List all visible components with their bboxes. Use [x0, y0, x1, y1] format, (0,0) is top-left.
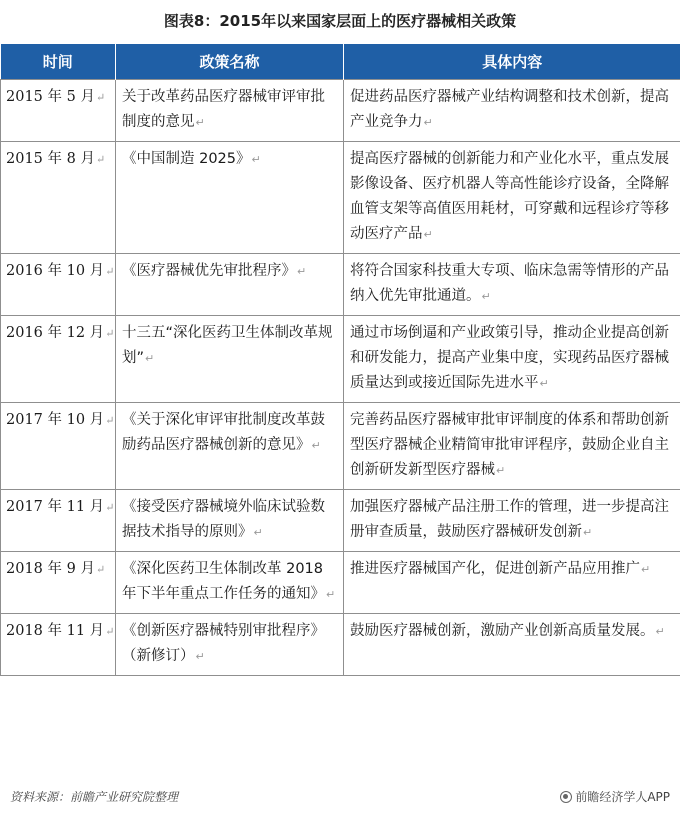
- header-policy-name: 政策名称: [116, 44, 344, 80]
- table-row: [1, 316, 680, 403]
- policy-table-container: [0, 44, 680, 676]
- header-time: 时间: [1, 44, 116, 80]
- table-row: [1, 490, 680, 552]
- table-row: [1, 614, 680, 676]
- paragraph-mark-icon: ↵: [251, 153, 261, 166]
- paragraph-mark-icon: ↵: [195, 650, 205, 663]
- source-note: 资料来源：前瞻产业研究院整理: [10, 790, 179, 804]
- content-text: 促进药品医疗器械产业结构调整和技术创新，提高产业竞争力: [350, 89, 669, 130]
- policy-name-text: 十三五“深化医药卫生体制改革规划”: [122, 325, 333, 366]
- row-date: [1, 254, 116, 316]
- date-text: 2018 年 11 月: [6, 623, 105, 639]
- paragraph-mark-icon: ↵: [105, 501, 115, 514]
- policy-name-text: 《接受医疗器械境外临床试验数据技术指导的原则》: [122, 499, 325, 540]
- row-content: [344, 490, 680, 552]
- row-policy-name: [116, 142, 344, 254]
- content-text: 加强医疗器械产品注册工作的管理，进一步提高注册审查质量，鼓励医疗器械研发创新: [350, 499, 669, 540]
- row-policy-name: [116, 403, 344, 490]
- row-content: [344, 142, 680, 254]
- row-policy-name: [116, 254, 344, 316]
- date-text: 2017 年 11 月: [6, 499, 105, 515]
- table-row: [1, 80, 680, 142]
- paragraph-mark-icon: ↵: [297, 265, 307, 278]
- paragraph-mark-icon: ↵: [481, 290, 491, 303]
- policy-name-text: 关于改革药品医疗器械审评审批制度的意见: [122, 89, 325, 130]
- content-text: 将符合国家科技重大专项、临床急需等情形的产品纳入优先审批通道。: [350, 263, 669, 304]
- header-content: 具体内容: [344, 44, 680, 80]
- row-policy-name: [116, 316, 344, 403]
- policy-table: [0, 44, 680, 676]
- date-text: 2018 年 9 月: [6, 561, 95, 577]
- paragraph-mark-icon: ↵: [641, 563, 651, 576]
- row-date: [1, 403, 116, 490]
- row-date: [1, 142, 116, 254]
- row-policy-name: [116, 614, 344, 676]
- row-date: [1, 80, 116, 142]
- paragraph-mark-icon: ↵: [145, 352, 155, 365]
- paragraph-mark-icon: ↵: [311, 439, 321, 452]
- content-text: 鼓励医疗器械创新，激励产业创新高质量发展。: [350, 623, 655, 639]
- date-text: 2015 年 5 月: [6, 89, 95, 105]
- row-date: [1, 614, 116, 676]
- date-text: 2017 年 10 月: [6, 412, 105, 428]
- paragraph-mark-icon: ↵: [655, 625, 665, 638]
- row-content: [344, 316, 680, 403]
- paragraph-mark-icon: ↵: [95, 91, 106, 104]
- paragraph-mark-icon: ↵: [105, 265, 115, 278]
- date-text: 2016 年 10 月: [6, 263, 105, 279]
- paragraph-mark-icon: ↵: [195, 116, 205, 129]
- footer: [0, 785, 680, 807]
- row-policy-name: [116, 490, 344, 552]
- paragraph-mark-icon: ↵: [253, 526, 263, 539]
- brand-credit: [560, 788, 670, 805]
- table-title: 图表8：2015年以来国家层面上的医疗器械相关政策: [163, 12, 517, 30]
- table-row: [1, 552, 680, 614]
- paragraph-mark-icon: ↵: [423, 228, 433, 241]
- policy-name-text: 《深化医药卫生体制改革 2018 年下半年重点工作任务的通知》: [122, 561, 325, 602]
- paragraph-mark-icon: ↵: [583, 526, 593, 539]
- policy-name-text: 《创新医疗器械特别审批程序》（新修订）: [122, 623, 325, 664]
- policy-name-text: 《关于深化审评审批制度改革鼓励药品医疗器械创新的意见》: [122, 412, 325, 453]
- table-header-row: [1, 44, 680, 80]
- row-policy-name: [116, 80, 344, 142]
- paragraph-mark-icon: ↵: [95, 563, 106, 576]
- content-text: 通过市场倒逼和产业政策引导，推动企业提高创新和研发能力，提高产业集中度，实现药品医疗器械质量达到或接近国际先进水平: [350, 325, 669, 391]
- paragraph-mark-icon: ↵: [539, 377, 549, 390]
- content-text: 推进医疗器械国产化，促进创新产品应用推广: [350, 561, 640, 577]
- row-date: [1, 490, 116, 552]
- qianzhan-logo-icon: [560, 791, 572, 803]
- paragraph-mark-icon: ↵: [95, 153, 106, 166]
- paragraph-mark-icon: ↵: [326, 588, 336, 601]
- paragraph-mark-icon: ↵: [496, 464, 506, 477]
- row-date: [1, 552, 116, 614]
- row-content: [344, 403, 680, 490]
- date-text: 2016 年 12 月: [6, 325, 105, 341]
- row-policy-name: [116, 552, 344, 614]
- table-row: [1, 403, 680, 490]
- policy-name-text: 《医疗器械优先审批程序》: [122, 263, 296, 279]
- paragraph-mark-icon: ↵: [105, 327, 115, 340]
- date-text: 2015 年 8 月: [6, 151, 95, 167]
- row-content: [344, 80, 680, 142]
- policy-name-text: 《中国制造 2025》: [122, 151, 251, 167]
- row-content: [344, 614, 680, 676]
- content-text: 完善药品医疗器械审批审评制度的体系和帮助创新型医疗器械企业精简审批审评程序，鼓励企业自主创新研发新型医疗器械: [350, 412, 669, 478]
- brand-text: 前瞻经济学人APP: [575, 790, 670, 804]
- paragraph-mark-icon: ↵: [423, 116, 433, 129]
- table-row: [1, 142, 680, 254]
- table-row: [1, 254, 680, 316]
- row-content: [344, 254, 680, 316]
- paragraph-mark-icon: ↵: [105, 625, 115, 638]
- content-text: 提高医疗器械的创新能力和产业化水平，重点发展影像设备、医疗机器人等高性能诊疗设备，全降解血管支架等高值医用耗材，可穿戴和远程诊疗等移动医疗产品: [350, 151, 669, 242]
- row-date: [1, 316, 116, 403]
- row-content: [344, 552, 680, 614]
- paragraph-mark-icon: ↵: [105, 414, 115, 427]
